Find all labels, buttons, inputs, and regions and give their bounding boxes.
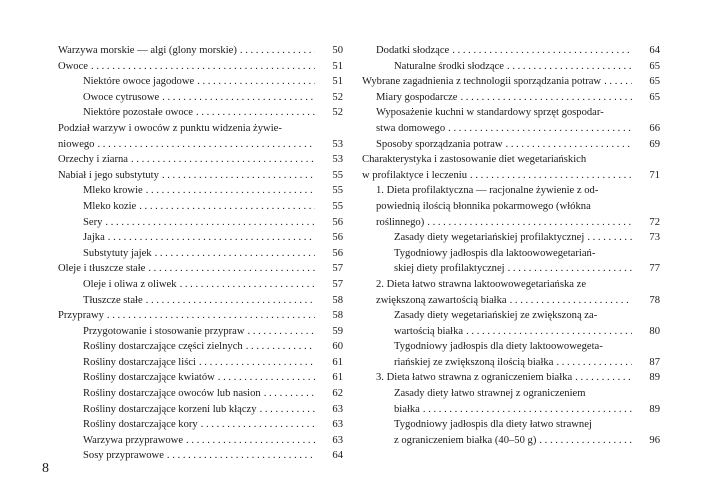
toc-entry-title: wartością białka [394,325,464,337]
toc-entry [58,433,343,449]
toc-right-column [362,43,660,448]
toc-entry-page: 71 [649,169,660,181]
toc-entry-title: białka [394,403,420,415]
dot-leader [452,43,632,59]
toc-entry-page: 53 [332,154,343,166]
toc-entry [362,402,660,418]
toc-entry-title: Tłuszcze stałe [83,294,143,306]
dot-leader [508,261,632,277]
toc-entry-title: zwiększoną zawartością białka [376,294,507,306]
toc-entry-title: Rośliny dostarczające liści [83,356,196,368]
toc-entry [362,183,660,199]
dot-leader [248,324,315,340]
toc-entry-page: 55 [332,200,343,212]
toc-entry-title: Oleje i tłuszcze stałe [58,263,146,275]
toc-entry-page: 63 [332,434,343,446]
toc-entry-page: 69 [649,138,660,150]
toc-entry [362,339,660,355]
toc-entry [58,105,343,121]
toc-entry-title: roślinnego) [376,216,425,228]
dot-leader [148,261,315,277]
toc-entry-page: 64 [649,45,660,56]
dot-leader [162,168,315,184]
toc-entry-page: 66 [649,122,660,134]
toc-entry [362,246,660,262]
dot-leader [507,59,632,75]
toc-entry-page: 60 [332,341,343,353]
toc-entry-page: 56 [332,232,343,244]
toc-entry [58,324,343,340]
toc-entry [58,308,343,324]
dot-leader [105,215,315,231]
toc-entry [58,277,343,293]
toc-entry-title: Miary gospodarcze [376,91,458,103]
toc-entry-title: Orzechy i ziarna [58,154,128,166]
toc-entry-title: niowego [58,138,95,150]
toc-entry-title: Oleje i oliwa z oliwek [83,278,177,290]
toc-entry [58,137,343,153]
toc-entry-title: riańskiej ze zwiększoną ilością białka [394,356,554,368]
toc-entry-title: Rośliny dostarczające kory [83,419,198,431]
toc-entry-page: 50 [332,45,343,56]
dot-leader [246,339,315,355]
toc-entry [362,308,660,324]
dot-leader [460,90,632,106]
toc-entry [362,199,660,215]
toc-entry-title: Owoce cytrusowe [83,91,160,103]
toc-entry [362,168,660,184]
toc-entry [362,293,660,309]
toc-entry-page: 89 [649,403,660,415]
toc-entry-title: skiej diety profilaktycznej [394,263,505,275]
dot-leader [97,137,315,153]
toc-entry-title: Mleko krowie [83,185,143,197]
toc-entry-page: 51 [332,76,343,88]
toc-entry-title: Warzywa morskie — algi (glony morskie) [58,45,237,56]
toc-entry-title: Zasady diety łatwo strawnej z ograniczeniem [394,388,586,400]
dot-leader [146,183,315,199]
toc-entry-page: 55 [332,185,343,197]
toc-entry-page: 87 [649,356,660,368]
toc-entry-title: Naturalne środki słodzące [394,60,505,72]
toc-entry [362,355,660,371]
toc-entry [362,121,660,137]
dot-leader [186,433,315,449]
dot-leader [196,105,315,121]
toc-entry [362,370,660,386]
toc-entry-page: 56 [332,247,343,259]
toc-entry-title: Niektóre owoce jagodowe [83,76,195,88]
toc-entry-page: 63 [332,419,343,431]
dot-leader [470,168,632,184]
toc-entry [58,386,343,402]
dot-leader [91,59,315,75]
toc-entry-page: 58 [332,310,343,322]
dot-leader [180,277,315,293]
toc-entry-title: Rośliny dostarczające kwiatów [83,372,215,384]
toc-entry-title: z ograniczeniem białka (40–50 g) [394,434,537,446]
toc-entry [58,448,343,464]
toc-entry-title: Rośliny dostarczające części zielnych [83,341,243,353]
toc-entry-page: 57 [332,278,343,290]
toc-entry-page: 77 [649,263,660,275]
toc-entry [362,90,660,106]
toc-entry-title: Rośliny dostarczające korzeni lub kłączy [83,403,257,415]
toc-entry [362,152,660,168]
toc-entry [58,183,343,199]
toc-entry [58,152,343,168]
dot-leader [423,402,632,418]
dot-leader [155,246,315,262]
toc-entry-title: Dodatki słodzące [376,45,450,56]
toc-entry [58,402,343,418]
page-number: 8 [42,461,49,476]
dot-leader [167,448,315,464]
toc-entry-title: 2. Dieta łatwo strawna laktoowowegetariańska ze [376,278,587,290]
dot-leader [199,355,315,371]
dot-leader [107,308,315,324]
toc-entry [58,246,343,262]
toc-entry-title: stwa domowego [376,122,446,134]
toc-entry [58,230,343,246]
toc-entry [362,137,660,153]
toc-entry [58,261,343,277]
toc-entry-title: w profilaktyce i leczeniu [362,169,468,181]
toc-entry [362,324,660,340]
toc-entry [58,90,343,106]
toc-entry-title: Substytuty jajek [83,247,152,259]
toc-entry-title: Tygodniowy jadłospis dla diety laktoowowegeta- [394,341,603,353]
dot-leader [587,230,632,246]
dot-leader [146,293,315,309]
toc-entry-page: 64 [332,450,343,462]
toc-entry-page: 53 [332,138,343,150]
toc-entry-page: 63 [332,403,343,415]
toc-entry [58,293,343,309]
toc-entry-title: Rośliny dostarczające owoców lub nasion [83,388,261,400]
toc-entry-title: Przygotowanie i stosowanie przypraw [83,325,245,337]
toc-entry [58,339,343,355]
toc-entry [58,199,343,215]
toc-entry-page: 65 [649,76,660,88]
toc-entry-page: 61 [332,372,343,384]
toc-entry-title: Wyposażenie kuchni w standardowy sprzęt gospodar- [376,107,604,119]
toc-entry [362,43,660,59]
toc-entry-title: Zasady diety wegetariańskiej ze zwiększoną za- [394,310,598,322]
toc-entry-title: Jajka [83,232,105,244]
toc-entry-page: 89 [649,372,660,384]
dot-leader [264,386,315,402]
dot-leader [539,433,632,449]
toc-entry-page: 72 [649,216,660,228]
toc-entry-page: 56 [332,216,343,228]
toc-entry-page: 52 [332,91,343,103]
toc-entry-page: 59 [332,325,343,337]
toc-entry-title: Sposoby sporządzania potraw [376,138,503,150]
dot-leader [448,121,632,137]
toc-entry-title: Zasady diety wegetariańskiej profilaktycznej [394,232,585,244]
toc-entry [362,277,660,293]
toc-entry [58,43,343,59]
toc-entry-page: 65 [649,91,660,103]
toc-entry-title: Charakterystyka i zastosowanie diet wegetariańskich [362,154,587,166]
toc-entry [58,370,343,386]
toc-entry-title: Tygodniowy jadłospis dla diety łatwo strawnej [394,419,592,431]
toc-entry-title: 1. Dieta profilaktyczna — racjonalne żywienie z od- [376,185,599,197]
toc-entry-page: 55 [332,169,343,181]
toc-entry [362,417,660,433]
toc-entry [58,168,343,184]
toc-entry [58,74,343,90]
dot-leader [108,230,315,246]
dot-leader [139,199,315,215]
toc-entry [362,261,660,277]
toc-entry-title: 3. Dieta łatwo strawna z ograniczeniem białka [376,372,573,384]
dot-leader [218,370,315,386]
toc-entry-title: Tygodniowy jadłospis dla laktoowowegetariań- [394,247,596,259]
toc-entry-title: Podział warzyw i owoców z punktu widzenia żywie- [58,122,282,134]
toc-entry [362,230,660,246]
toc-entry-page: 73 [649,232,660,244]
toc-entry-title: Nabiał i jego substytuty [58,169,159,181]
dot-leader [201,417,315,433]
toc-entry-title: Owoce [58,60,89,72]
toc-entry [58,121,343,137]
toc-entry-title: Przyprawy [58,310,104,322]
dot-leader [162,90,315,106]
dot-leader [131,152,315,168]
toc-entry-title: Mleko kozie [83,200,137,212]
toc-entry-title: Sery [83,216,103,228]
toc-entry-page: 57 [332,263,343,275]
toc-entry [58,59,343,75]
toc-entry-page: 61 [332,356,343,368]
dot-leader [240,43,315,59]
toc-entry-page: 65 [649,60,660,72]
toc-entry-title: powiednią ilością błonnika pokarmowego (włókna [376,200,591,212]
dot-leader [506,137,632,153]
dot-leader [427,215,632,231]
toc-entry [362,386,660,402]
dot-leader [260,402,315,418]
toc-entry-page: 78 [649,294,660,306]
toc-entry [362,105,660,121]
toc-entry [362,74,660,90]
toc-entry-title: Sosy przyprawowe [83,450,164,462]
dot-leader [510,293,632,309]
toc-entry-title: Wybrane zagadnienia z technologii sporządzania potraw [362,76,602,88]
dot-leader [575,370,632,386]
toc-left-column [58,43,343,464]
toc-entry-page: 52 [332,107,343,119]
toc-entry-page: 51 [332,60,343,72]
toc-entry-title: Warzywa przyprawowe [83,434,184,446]
toc-entry [362,59,660,75]
toc-entry [362,433,660,449]
dot-leader [466,324,632,340]
toc-entry-title: Niektóre pozostałe owoce [83,107,194,119]
toc-entry [58,215,343,231]
toc-entry [58,417,343,433]
dot-leader [604,74,632,90]
toc-entry [362,215,660,231]
toc-entry-page: 96 [649,434,660,446]
dot-leader [556,355,632,371]
toc-entry [58,355,343,371]
toc-entry-page: 62 [332,388,343,400]
dot-leader [197,74,315,90]
toc-entry-page: 80 [649,325,660,337]
toc-entry-page: 58 [332,294,343,306]
